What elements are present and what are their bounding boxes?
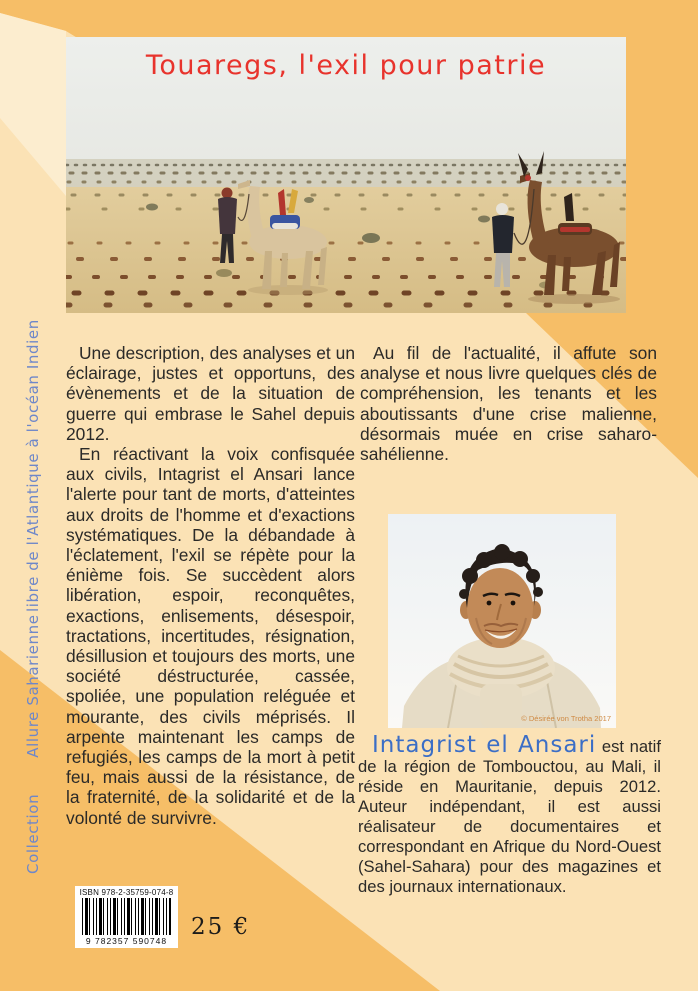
author-portrait-photo xyxy=(388,514,616,728)
book-title: Touaregs, l'exil pour patrie xyxy=(145,50,547,81)
author-bio-text: est natif de la région de Tombouctou, au Mali, il réside en Mauritanie, depuis 2012. Auteur indépendant, il est aussi réalisateur de documentaires et correspondant en Afrique du Nord-Ouest (Sahel-Sahara) pour des magazines et des journaux internationaux. xyxy=(358,737,661,896)
spine-collection-label: Collection xyxy=(24,793,42,874)
portrait-scene xyxy=(388,514,616,728)
price-label: 25 € xyxy=(191,914,251,940)
photo-credit: © Désirée von Trotha 2017 xyxy=(521,714,611,723)
author-name: Intagrist el Ansari xyxy=(372,732,597,758)
left-paragraph-2: En réactivant la voix confisquée aux civils, Intagrist el Ansari lance l'alerte pour tant de morts, d'atteintes aux droits de l'homme et d'exactions systématiques. De la débandade à l'éclatement, l'exil se répète pour la énième fois. Se succèdent alors libération, espoir, reconquêtes, exactions, enlisements, désespoir, tractations, incertitudes, résignation, désillusion et toujours des morts, une société déstructurée, cassée, spoliée, une population reléguée et mourante, des civils méprisés. Il arpente maintenant les camps de refugiés, les camps de la mort à petit feu, mais aussi de la résistance, de la fraternité, de la solidarité et de la volonté de survivre. xyxy=(66,444,355,828)
left-text-column xyxy=(66,343,355,828)
desert-photo xyxy=(66,37,626,313)
spine-collection-text xyxy=(24,614,42,874)
author-bio xyxy=(358,732,661,897)
isbn-number: ISBN 978-2-35759-074-8 xyxy=(79,888,174,897)
left-paragraph-1: Une description, des analyses et un éclairage, justes et opportuns, des évènements et de la situation de guerre qui embrase le Sahel depuis 2012. xyxy=(66,343,355,444)
right-paragraph-1: Au fil de l'actualité, il affute son analyse et nous livre quelques clés de compréhension, les tenants et les aboutissants d'une crise malienne, désormais muée en crise saharo-sahélienne. xyxy=(360,343,657,465)
barcode-digits: 9 782357 590748 xyxy=(85,936,168,946)
spine-tagline-text: libre de l'Atlantique à l'océan Indien xyxy=(24,319,42,612)
right-text-column xyxy=(360,343,657,464)
spine-series-label: Allure Saharienne xyxy=(24,614,42,758)
isbn-barcode xyxy=(75,886,178,948)
barcode-bars xyxy=(82,898,171,935)
